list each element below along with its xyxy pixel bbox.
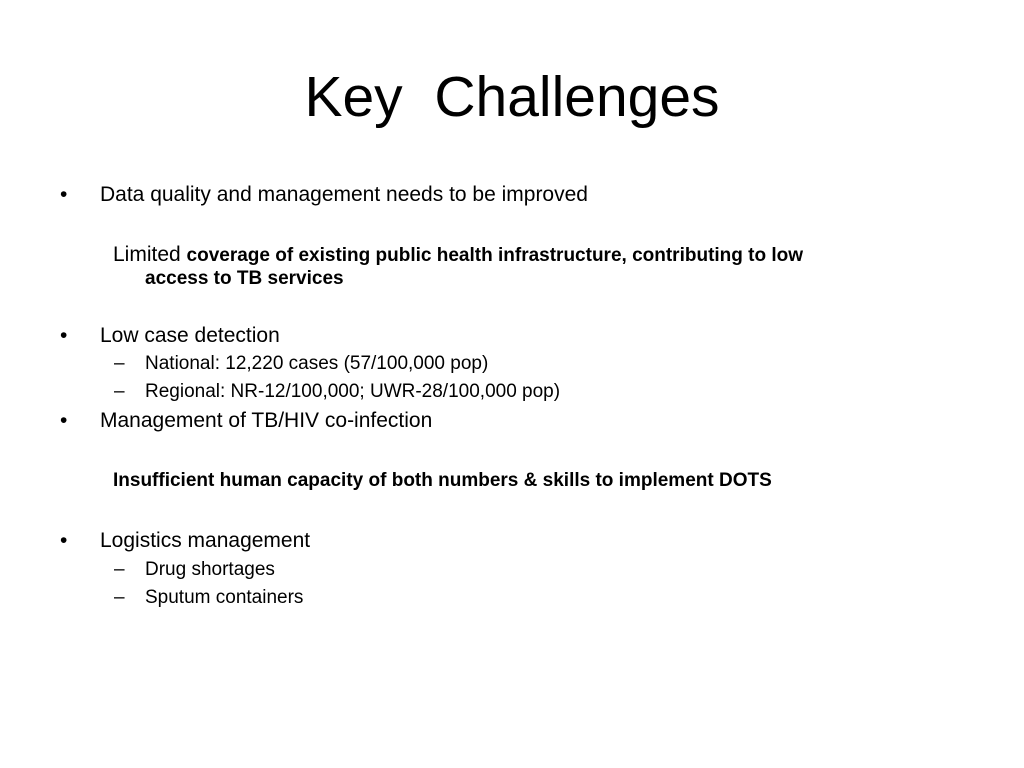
- note-limited-coverage: [113, 243, 953, 290]
- note-bold-text: coverage of existing public health infrastructure, contributing to low: [186, 245, 804, 266]
- note-plain-text: Limited: [113, 243, 187, 266]
- sub-bullet-text: Sputum containers: [145, 587, 304, 608]
- bullet-text: Logistics management: [100, 529, 311, 552]
- note-bold-text-continued: access to TB services: [145, 268, 344, 289]
- note-insufficient-capacity: Insufficient human capacity of both numbers & skills to implement DOTS: [113, 470, 772, 491]
- sub-bullet-text: Drug shortages: [145, 559, 275, 580]
- bullet-text: Management of TB/HIV co-infection: [100, 409, 433, 432]
- dash-icon: –: [114, 587, 125, 608]
- bullet-text: Low case detection: [100, 324, 280, 347]
- dash-icon: –: [114, 381, 125, 402]
- sub-bullet-text: Regional: NR-12/100,000; UWR-28/100,000 pop): [145, 381, 561, 402]
- slide-title: Key Challenges: [304, 65, 720, 129]
- bullet-icon: •: [60, 324, 68, 347]
- bullet-icon: •: [60, 409, 68, 432]
- bullet-icon: •: [60, 529, 68, 552]
- dash-icon: –: [114, 353, 125, 374]
- bullet-icon: •: [60, 183, 68, 206]
- bullet-text: Data quality and management needs to be improved: [100, 183, 588, 206]
- dash-icon: –: [114, 559, 125, 580]
- sub-bullet-text: National: 12,220 cases (57/100,000 pop): [145, 353, 489, 374]
